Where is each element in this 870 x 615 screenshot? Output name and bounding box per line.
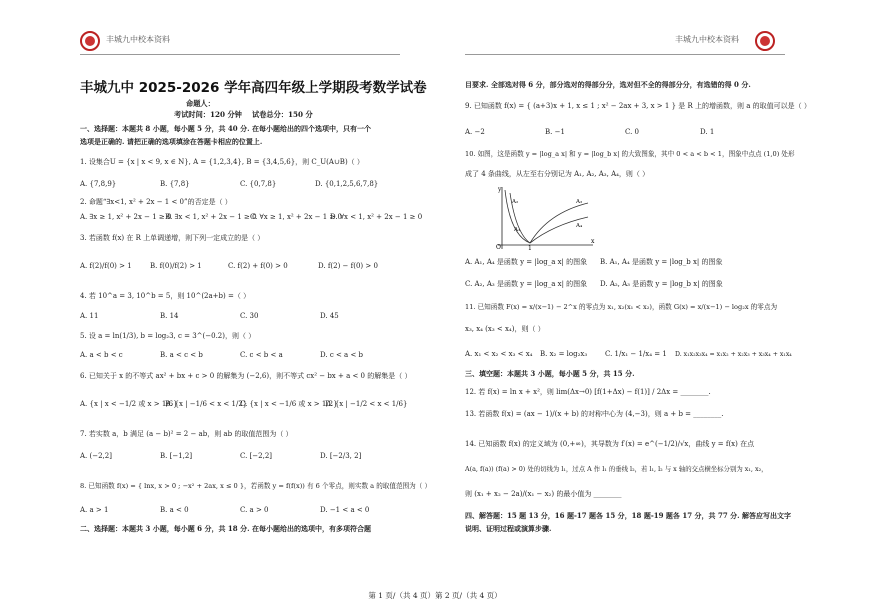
question-11-cont: x₃, x₄ (x₃ < x₄)，则（ ） [465, 325, 545, 333]
section1-heading: 一、选择题：本题共 8 小题，每小题 5 分，共 40 分. 在每小题给出的四个选项中，只有一个 [80, 124, 371, 133]
q4-option-a: A. 11 [80, 312, 99, 320]
question-11: 11. 已知函数 F(x) = x/(x−1) − 2^x 的零点为 x₁, x₂(x₁ < x₂)，函数 G(x) = x/(x−1) − log₂x 的零点为 [465, 303, 778, 311]
question-7: 7. 若实数 a，b 满足 (a − b)² = 2 − ab，则 ab 的取值范围为（ ） [80, 430, 293, 438]
section4-heading: 四、解答题：15 题 13 分，16 题-17 题各 15 分，18 题-19 题各 17 分，共 77 分. 解答应写出文字 [465, 511, 792, 520]
header-left: 丰城九中校本资料 [106, 35, 170, 44]
q4-option-c: C. 30 [240, 312, 259, 320]
graph-label-a2: A₂ [512, 199, 519, 205]
question-6: 6. 已知关于 x 的不等式 ax² + bx + c > 0 的解集为 (−2,6)，则不等式 cx² − bx + a < 0 的解集是（ ） [80, 372, 412, 380]
question-3: 3. 若函数 f(x) 在 R 上单调递增，则下列一定成立的是（ ） [80, 234, 265, 242]
school-logo-right [755, 31, 775, 51]
section1-instruction: 选项是正确的. 请把正确的选项填涂在答题卡相应的位置上. [80, 137, 263, 146]
q1-option-b: B. {7,8} [160, 180, 190, 188]
right-page [435, 0, 870, 615]
q1-option-a: A. {7,8,9} [80, 180, 117, 188]
question-10: 10. 如图，这是函数 y = |log_a x| 和 y = |log_b x| 的大致图象，其中 0 < a < b < 1，图象中点点 (1,0) 处形 [465, 150, 795, 158]
log-function-graph [488, 185, 598, 250]
q11-option-b: B. x₂ = log₂x₃ [540, 350, 588, 358]
q8-option-c: C. a > 0 [240, 506, 269, 514]
question-10-cont: 成了 4 条曲线，从左至右分别记为 A₁, A₂, A₃, A₄，则（ ） [465, 170, 650, 178]
exam-time: 考试时间：120 分钟 [174, 110, 242, 119]
q5-option-d: D. c < a < b [320, 351, 364, 359]
q7-option-d: D. [−2/3, 2] [320, 452, 362, 460]
q7-option-b: B. [−1,2] [160, 452, 193, 460]
q11-option-a: A. x₁ < x₂ < x₃ < x₄ [465, 350, 533, 358]
q2-option-b: B. ∃x < 1, x² + 2x − 1 ≥ 0 [165, 213, 257, 221]
q9-option-b: B. −1 [545, 128, 565, 136]
q2-option-d: D. ∀x < 1, x² + 2x − 1 ≥ 0 [330, 213, 423, 221]
q4-option-b: B. 14 [160, 312, 179, 320]
q5-option-b: B. a < c < b [160, 351, 203, 359]
section2-continued: 目要求. 全部选对得 6 分，部分选对的得部分分，选对但不全的得部分分，有选错的得 0 分. [465, 80, 751, 89]
graph-label-y: y [498, 186, 502, 193]
q8-option-b: B. a < 0 [160, 506, 189, 514]
q11-option-d: D. x₁x₂x₃x₄ = x₁x₂ + x₂x₃ + x₃x₄ + x₁x₄ [675, 351, 792, 358]
school-logo [80, 31, 100, 51]
q10-option-a: A. A₁, A₄ 是函数 y = |log_a x| 的图象 [465, 258, 588, 266]
question-14: 14. 已知函数 f(x) 的定义域为 (0,+∞)，其导数为 f′(x) = e^(−1/2)/√x，曲线 y = f(x) 在点 [465, 440, 755, 448]
q9-option-c: C. 0 [625, 128, 640, 136]
q7-option-c: C. [−2,2] [240, 452, 273, 460]
q11-option-c: C. 1/x₁ − 1/x₄ = 1 [605, 350, 667, 358]
exam-title: 丰城九中 2025-2026 学年高四年级上学期段考数学试卷 [80, 80, 427, 96]
q4-option-d: D. 45 [320, 312, 339, 320]
section2-heading: 二、选择题：本题共 3 小题，每小题 6 分，共 18 分. 在每小题给出的选项中，有多项符合题 [80, 524, 371, 533]
question-5: 5. 设 a = ln(1/3), b = log₂3, c = 3^(−0.2)，则（ ） [80, 332, 256, 340]
section4-instruction: 说明、证明过程或演算步骤. [465, 524, 552, 533]
q8-option-d: D. −1 < a < 0 [320, 506, 370, 514]
question-13: 13. 若函数 f(x) = (ax − 1)/(x + b) 的对称中心为 (4,−3)，则 a + b = ________. [465, 410, 724, 418]
graph-label-origin: O [496, 244, 501, 250]
q10-option-b: B. A₁, A₄ 是函数 y = |log_b x| 的图象 [600, 258, 723, 266]
exam-score: 试卷总分：150 分 [252, 110, 313, 119]
q6-option-a: A. {x | x < −1/2 或 x > 1/6} [80, 400, 178, 408]
q10-option-d: D. A₂, A₃ 是函数 y = |log_b x| 的图象 [600, 280, 723, 288]
graph-label-a1: A₁ [514, 227, 521, 233]
q9-option-d: D. 1 [700, 128, 715, 136]
q3-option-c: C. f(2) + f(0) > 0 [228, 262, 288, 270]
q1-option-d: D. {0,1,2,5,6,7,8} [315, 180, 379, 188]
question-8: 8. 已知函数 f(x) = { lnx, x > 0 ; −x² + 2ax, x ≤ 0 }，若函数 y = f(f(x)) 有 6 个零点，则实数 a 的取值范围为（ ） [80, 482, 432, 490]
question-9: 9. 已知函数 f(x) = { (a+3)x + 1, x ≤ 1 ; x² − 2ax + 3, x > 1 } 是 R 上的增函数，则 a 的取值可以是（ ） [465, 102, 811, 110]
q2-option-c: C. ∀x ≥ 1, x² + 2x − 1 ≥ 0 [250, 213, 342, 221]
curve-a4 [530, 217, 588, 243]
exam-author: 命题人： [186, 99, 215, 108]
q7-option-a: A. (−2,2] [80, 452, 112, 460]
q1-option-c: C. {0,7,8} [240, 180, 277, 188]
q2-option-a: A. ∃x ≥ 1, x² + 2x − 1 ≥ 0 [80, 213, 172, 221]
header-rule-left [80, 54, 400, 55]
question-1: 1. 设集合U = {x | x < 9, x ∈ N}, A = {1,2,3,4}, B = {3,4,5,6}，则 C_U(A∪B)（ ） [80, 158, 364, 166]
q10-option-c: C. A₂, A₃ 是函数 y = |log_a x| 的图象 [465, 280, 588, 288]
graph-label-a3: A₃ [576, 199, 583, 205]
graph-label-x: x [591, 238, 595, 245]
graph-label-a4: A₄ [576, 223, 583, 229]
question-14-end: 则 (x₁ + x₂ − 2a)/(x₁ − x₂) 的最小值为 ________ [465, 490, 622, 498]
curve-a1 [505, 190, 530, 243]
header-right: 丰城九中校本资料 [675, 35, 739, 44]
question-14-cont: A(a, f(a)) (f(a) > 0) 处的切线为 l₁，过点 A 作 l₁ 的垂线 l₂，若 l₁, l₂ 与 x 轴的交点横坐标分别为 x₁, x₂， [465, 465, 768, 473]
q3-option-d: D. f(2) − f(0) > 0 [318, 262, 378, 270]
question-4: 4. 若 10^a = 3, 10^b = 5，则 10^(2a+b) =（ ） [80, 292, 251, 300]
q5-option-a: A. a < b < c [80, 351, 123, 359]
q5-option-c: C. c < b < a [240, 351, 283, 359]
graph-label-one: 1 [528, 245, 532, 250]
q9-option-a: A. −2 [465, 128, 485, 136]
q3-option-b: B. f(0)/f(2) > 1 [150, 262, 202, 270]
q6-option-d: D. {x | −1/2 < x < 1/6} [325, 400, 408, 408]
q8-option-a: A. a > 1 [80, 506, 109, 514]
question-2: 2. 命题“∃x<1, x² + 2x − 1 < 0”的否定是（ ） [80, 198, 232, 206]
q6-option-c: C. {x | x < −1/6 或 x > 1/2} [240, 400, 338, 408]
page-footer: 第 1 页/（共 4 页）第 2 页/（共 4 页） [368, 591, 502, 600]
q6-option-b: B. {x | −1/6 < x < 1/2} [165, 400, 248, 408]
question-12: 12. 若 f(x) = ln x + x²，则 lim(Δx→0) [f(1+Δx) − f(1)] / 2Δx = ________. [465, 388, 711, 396]
q3-option-a: A. f(2)/f(0) > 1 [80, 262, 132, 270]
section3-heading: 三、填空题：本题共 3 小题，每小题 5 分，共 15 分. [465, 369, 635, 378]
header-rule-right [465, 54, 785, 55]
